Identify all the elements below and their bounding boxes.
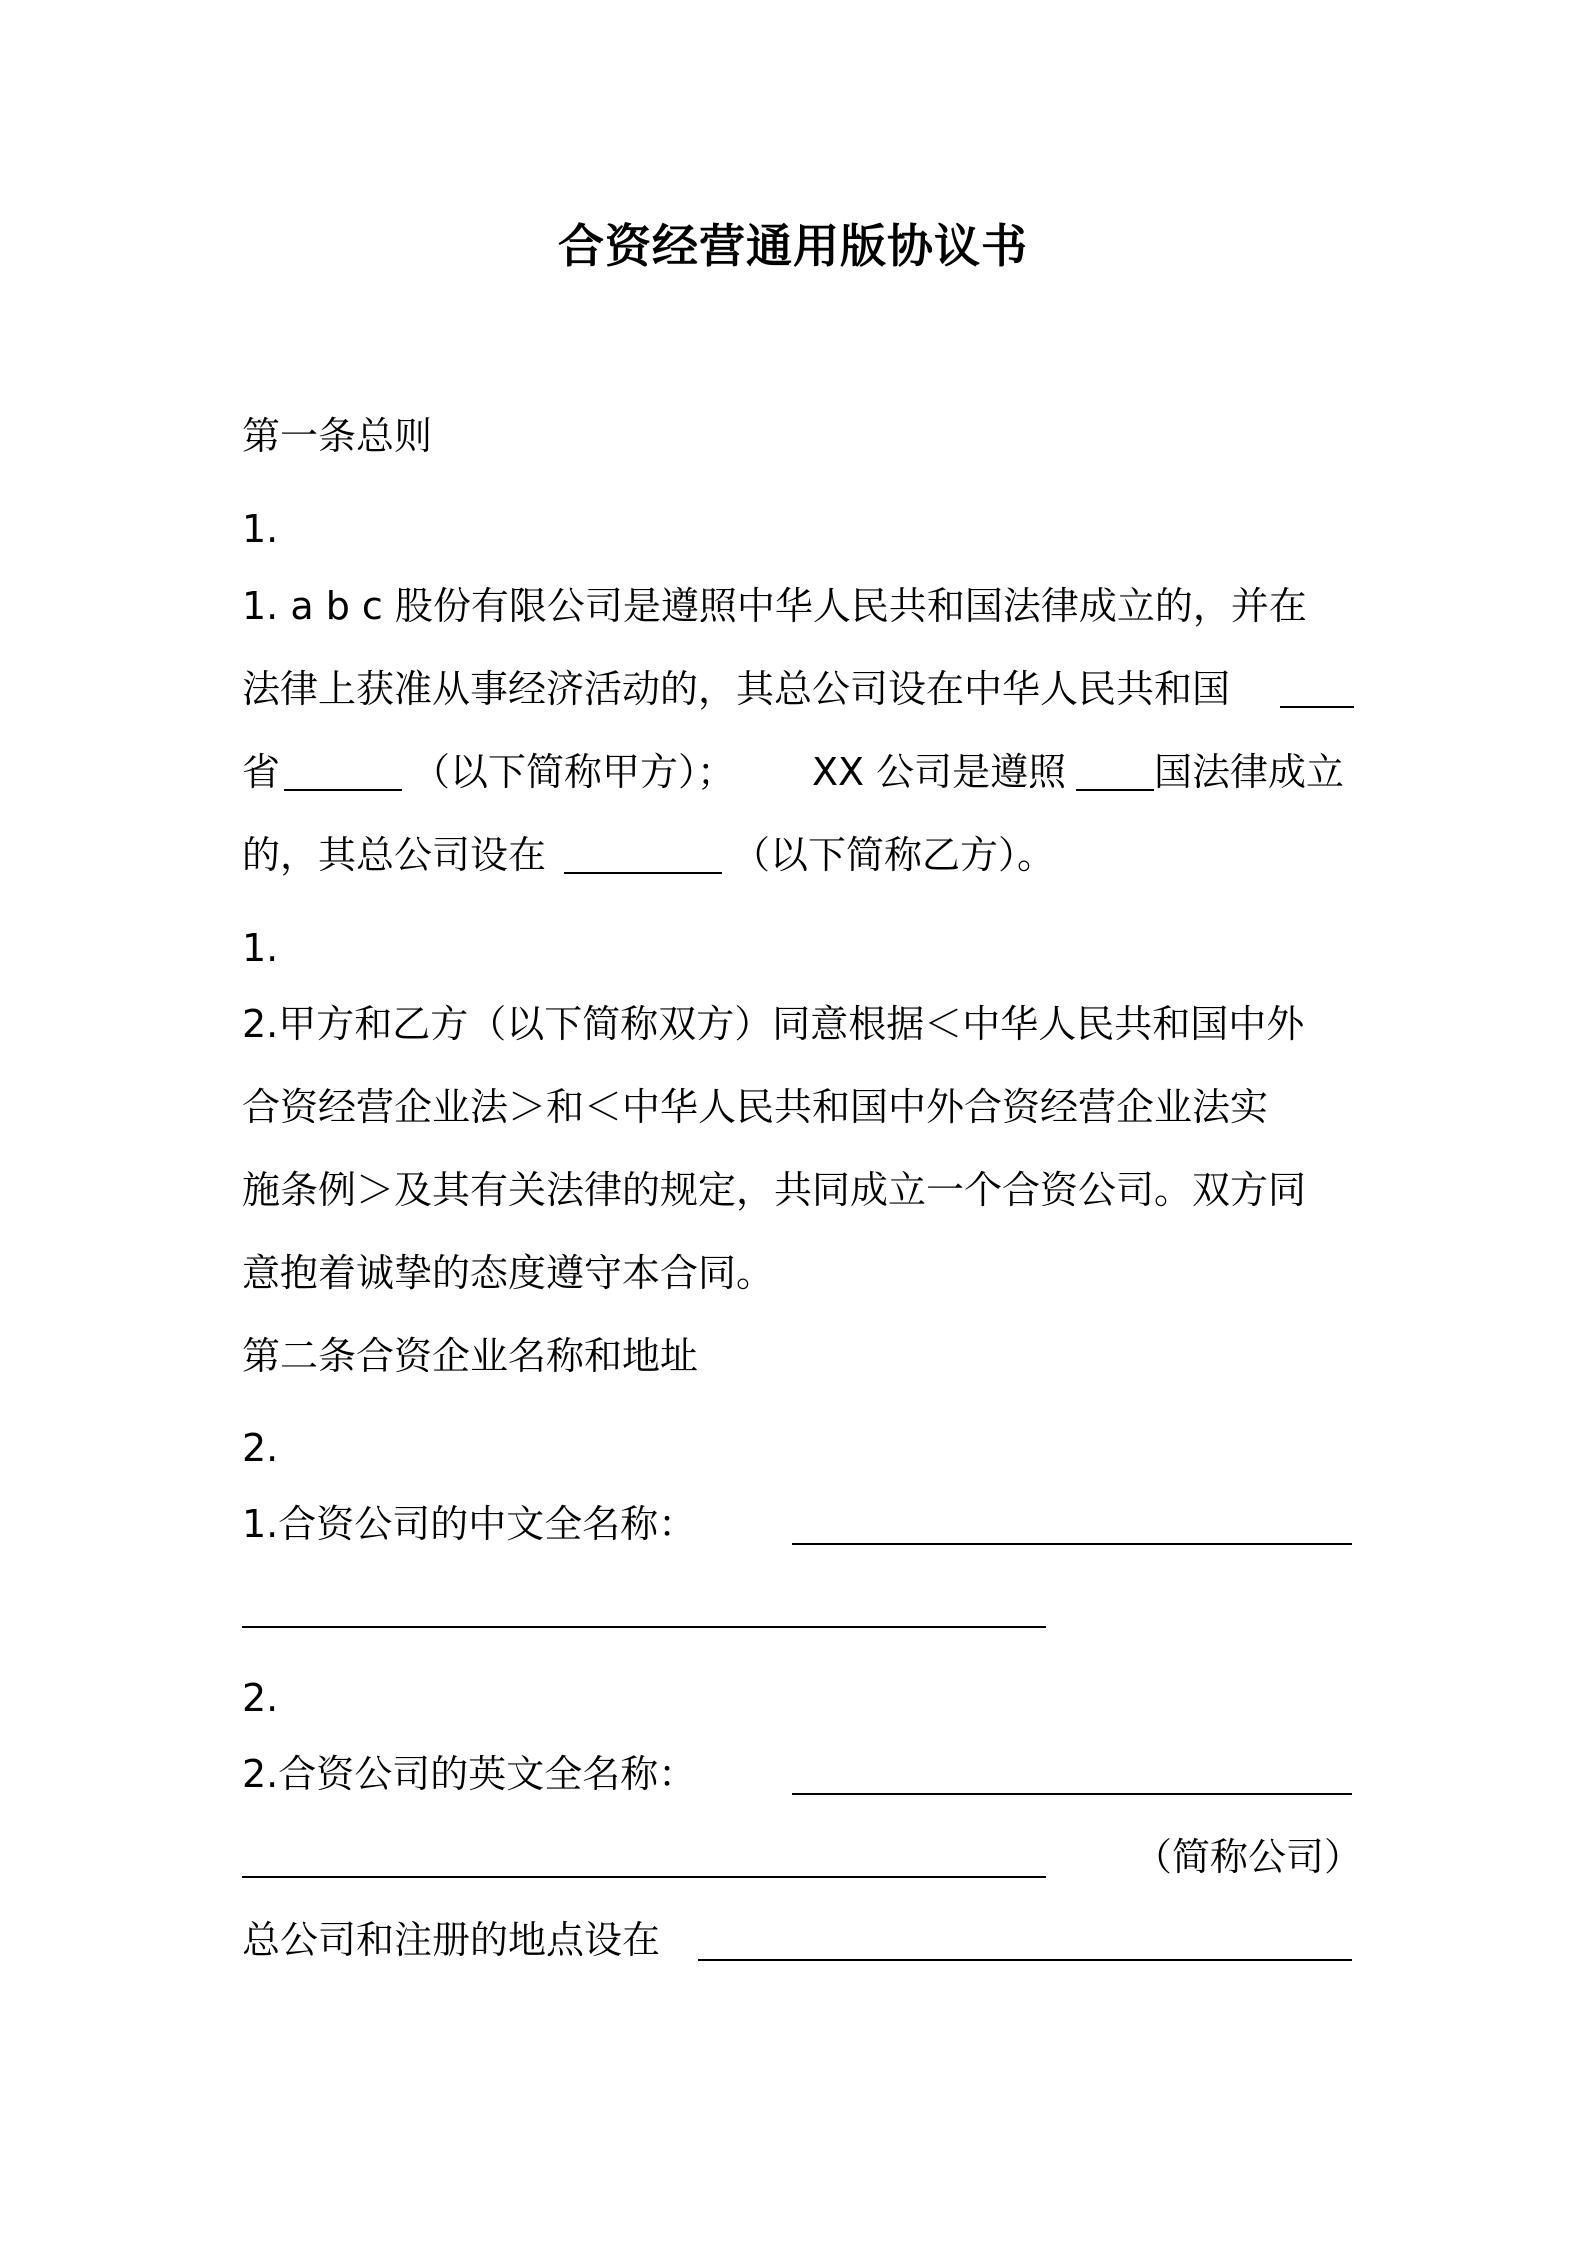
paragraph-line xyxy=(242,580,1352,632)
paragraph-text: 法律上获准从事经济活动的，其总公司设在中华人民共和国 xyxy=(242,667,1231,711)
document-title: 合资经营通用版协议书 xyxy=(558,219,1028,273)
paragraph-line: 2.甲方和乙方（以下简称双方）同意根据＜中华人民共和国中外 xyxy=(242,1002,1305,1046)
article-2-heading: 第二条合资企业名称和地址 xyxy=(242,1334,699,1378)
clause-number: 2. xyxy=(242,1426,279,1470)
cn-name-label: 1.合资公司的中文全名称： xyxy=(242,1502,697,1546)
paragraph-text: 省 xyxy=(242,750,281,794)
paragraph-text: 的，其总公司设在 xyxy=(242,833,547,877)
clause-number: 1. xyxy=(242,926,279,970)
fill-in-blank xyxy=(242,1626,1046,1628)
fill-in-blank xyxy=(792,1793,1352,1795)
paragraph-line: 施条例＞及其有关法律的规定，共同成立一个合资公司。双方同 xyxy=(242,1168,1307,1212)
paragraph-line: 合资经营企业法＞和＜中华人民共和国中外合资经营企业法实 xyxy=(242,1085,1269,1129)
paragraph-line xyxy=(242,663,1352,715)
fill-in-blank xyxy=(698,1959,1352,1961)
paragraph-text: 国法律成立 xyxy=(1154,750,1345,794)
article-1-heading: 第一条总则 xyxy=(242,414,433,458)
address-label: 总公司和注册的地点设在 xyxy=(242,1918,661,1962)
paragraph-text: （以下简称乙方）。 xyxy=(732,833,1056,877)
paragraph-text: 1. a b c 股份有限公司是遵照中华人民共和国法律成立的，并在 xyxy=(242,584,1307,628)
fill-in-blank xyxy=(1280,706,1354,708)
short-name-text: （简称公司） xyxy=(1134,1835,1363,1879)
fill-in-blank xyxy=(1076,789,1154,791)
fill-in-blank xyxy=(284,789,402,791)
paragraph-text: XX 公司是遵照 xyxy=(812,750,1067,794)
clause-number: 2. xyxy=(242,1676,279,1720)
paragraph-text: （以下简称甲方）； xyxy=(412,750,736,794)
fill-in-blank xyxy=(564,872,722,874)
paragraph-line: 意抱着诚挚的态度遵守本合同。 xyxy=(242,1251,775,1295)
en-name-label: 2.合资公司的英文全名称： xyxy=(242,1752,697,1796)
fill-in-blank xyxy=(242,1876,1046,1878)
fill-in-blank xyxy=(792,1543,1352,1545)
clause-number: 1. xyxy=(242,507,279,551)
